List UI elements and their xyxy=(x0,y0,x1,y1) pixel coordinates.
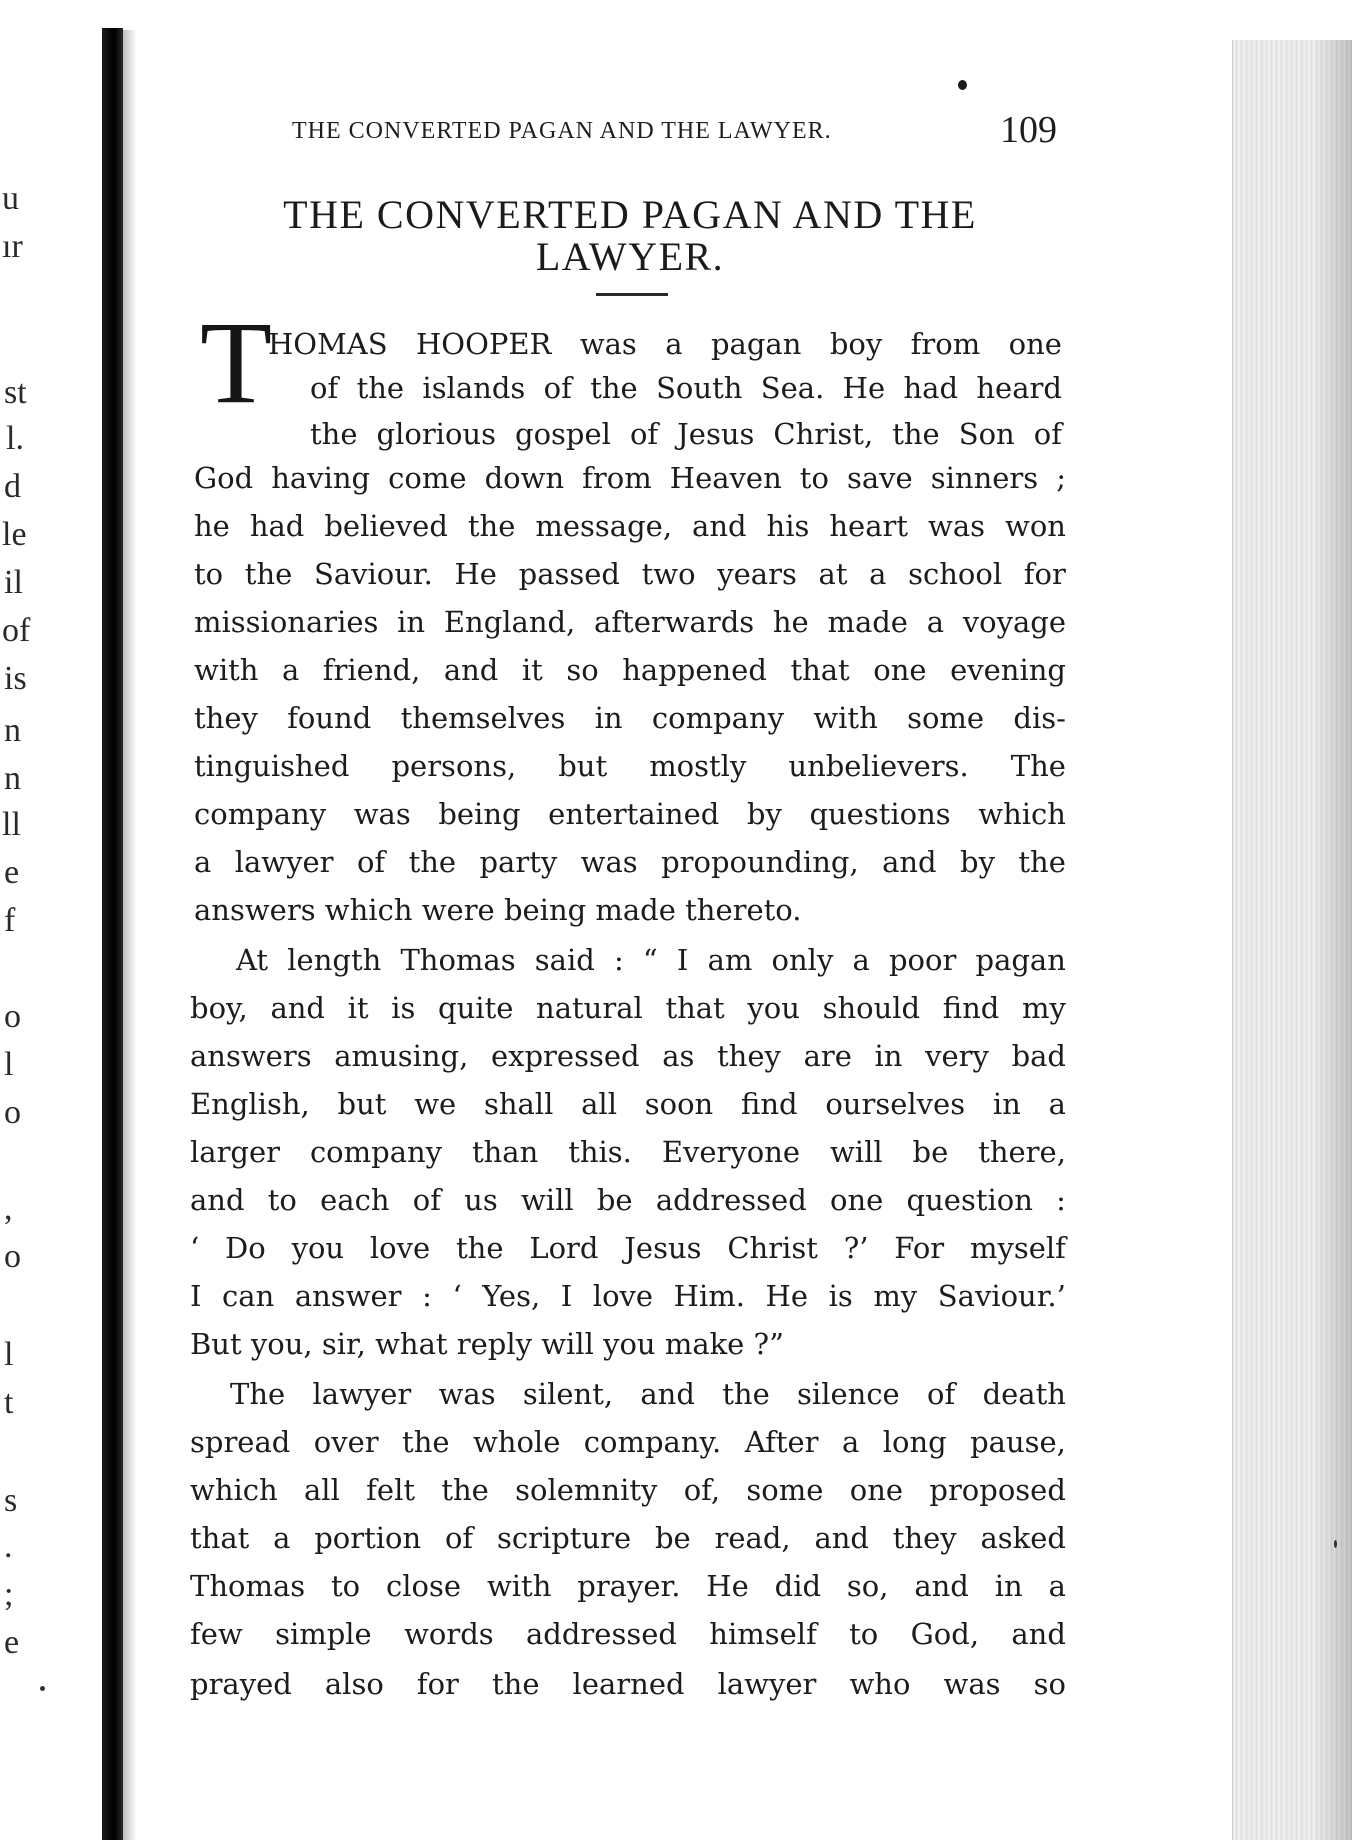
text-line: he had believed the message, and his heart was won xyxy=(194,509,1066,543)
facing-page-fragment: l. xyxy=(6,420,24,457)
text-line: ‘ Do you love the Lord Jesus Christ ?’ For myself xyxy=(190,1231,1066,1265)
text-line: spread over the whole company. After a long pause, xyxy=(190,1425,1066,1459)
text-line: a lawyer of the party was propounding, and by the xyxy=(194,845,1066,879)
running-head: THE CONVERTED PAGAN AND THE LAWYER. xyxy=(292,118,832,144)
text-line: which all felt the solemnity of, some one proposed xyxy=(190,1473,1066,1507)
page-edges xyxy=(1232,40,1352,1840)
text-line: At length Thomas said : “ I am only a poor pagan xyxy=(236,943,1066,977)
facing-page-fragment: le xyxy=(2,516,27,553)
facing-page-fragment: ; xyxy=(4,1576,14,1613)
ink-mark xyxy=(958,80,967,90)
text-line: Thomas to close with prayer. He did so, and in a xyxy=(190,1569,1066,1603)
text-line: answers amusing, expressed as they are in very bad xyxy=(190,1039,1066,1073)
facing-page-fragment: st xyxy=(4,374,27,411)
text-line: The lawyer was silent, and the silence of death xyxy=(230,1377,1066,1411)
text-line: boy, and it is quite natural that you should find my xyxy=(190,991,1066,1025)
text-line: larger company than this. Everyone will be there, xyxy=(190,1135,1066,1169)
facing-page-fragment: n xyxy=(4,712,21,749)
facing-page-fragment: o xyxy=(4,998,21,1035)
text-line: company was being entertained by questions which xyxy=(194,797,1066,831)
text-line: English, but we shall all soon find ourselves in a xyxy=(190,1087,1066,1121)
facing-page-fragment: u xyxy=(2,180,19,217)
facing-page-fragment: , xyxy=(4,1190,13,1227)
text-line: answers which were being made thereto. xyxy=(194,893,802,927)
title-rule xyxy=(596,293,668,296)
facing-page-fragment: f xyxy=(4,902,16,939)
text-line: that a portion of scripture be read, and they asked xyxy=(190,1521,1066,1555)
ink-speck xyxy=(40,1686,45,1691)
facing-page-fragment: . xyxy=(4,1528,13,1565)
facing-page-fragment: l xyxy=(4,1336,14,1373)
facing-page-fragment: is xyxy=(4,660,27,697)
facing-page-fragment: o xyxy=(4,1094,21,1131)
book-gutter xyxy=(102,28,123,1840)
text-line: they found themselves in company with some dis- xyxy=(194,701,1066,735)
page-number: 109 xyxy=(1000,109,1057,151)
text-line: the glorious gospel of Jesus Christ, the Son of xyxy=(310,417,1062,451)
chapter-title-line-1: THE CONVERTED PAGAN AND THE xyxy=(283,192,977,237)
facing-page-fragment: t xyxy=(4,1384,14,1421)
facing-page-fragment: l xyxy=(4,1046,14,1083)
chapter-title-line-2: LAWYER. xyxy=(535,234,725,279)
facing-page-fragment: s xyxy=(4,1482,18,1519)
facing-page-fragment: ır xyxy=(2,228,23,265)
text-line: prayed also for the learned lawyer who was so xyxy=(190,1667,1066,1701)
facing-page-fragment: n xyxy=(4,760,21,797)
facing-page-fragment: il xyxy=(4,564,23,601)
text-line: of the islands of the South Sea. He had heard xyxy=(310,371,1062,405)
facing-page-fragment: e xyxy=(4,854,20,891)
facing-page-fragment: of xyxy=(2,612,31,649)
text-line: I can answer : ‘ Yes, I love Him. He is my Saviour.’ xyxy=(190,1279,1066,1313)
text-line: But you, sir, what reply will you make ?” xyxy=(190,1327,784,1361)
text-line: God having come down from Heaven to save sinners ; xyxy=(194,461,1066,495)
text-line: HOMAS HOOPER was a pagan boy from one xyxy=(268,327,1062,361)
chapter-title xyxy=(220,194,1040,278)
facing-page-margin xyxy=(0,0,100,1840)
text-line: tinguished persons, but mostly unbelievers. The xyxy=(194,749,1066,783)
ink-speck xyxy=(1334,1540,1337,1548)
facing-page-fragment: ll xyxy=(2,806,21,843)
facing-page-fragment: e xyxy=(4,1624,20,1661)
facing-page-fragment: o xyxy=(4,1238,21,1275)
text-line: few simple words addressed himself to God, and xyxy=(190,1617,1066,1651)
text-line: and to each of us will be addressed one question : xyxy=(190,1183,1066,1217)
gutter-shadow xyxy=(123,30,137,1840)
text-line: with a friend, and it so happened that one evening xyxy=(194,653,1066,687)
text-line: to the Saviour. He passed two years at a school for xyxy=(194,557,1066,591)
drop-cap: T xyxy=(200,297,273,428)
text-line: missionaries in England, afterwards he made a voyage xyxy=(194,605,1066,639)
facing-page-fragment: d xyxy=(4,468,21,505)
